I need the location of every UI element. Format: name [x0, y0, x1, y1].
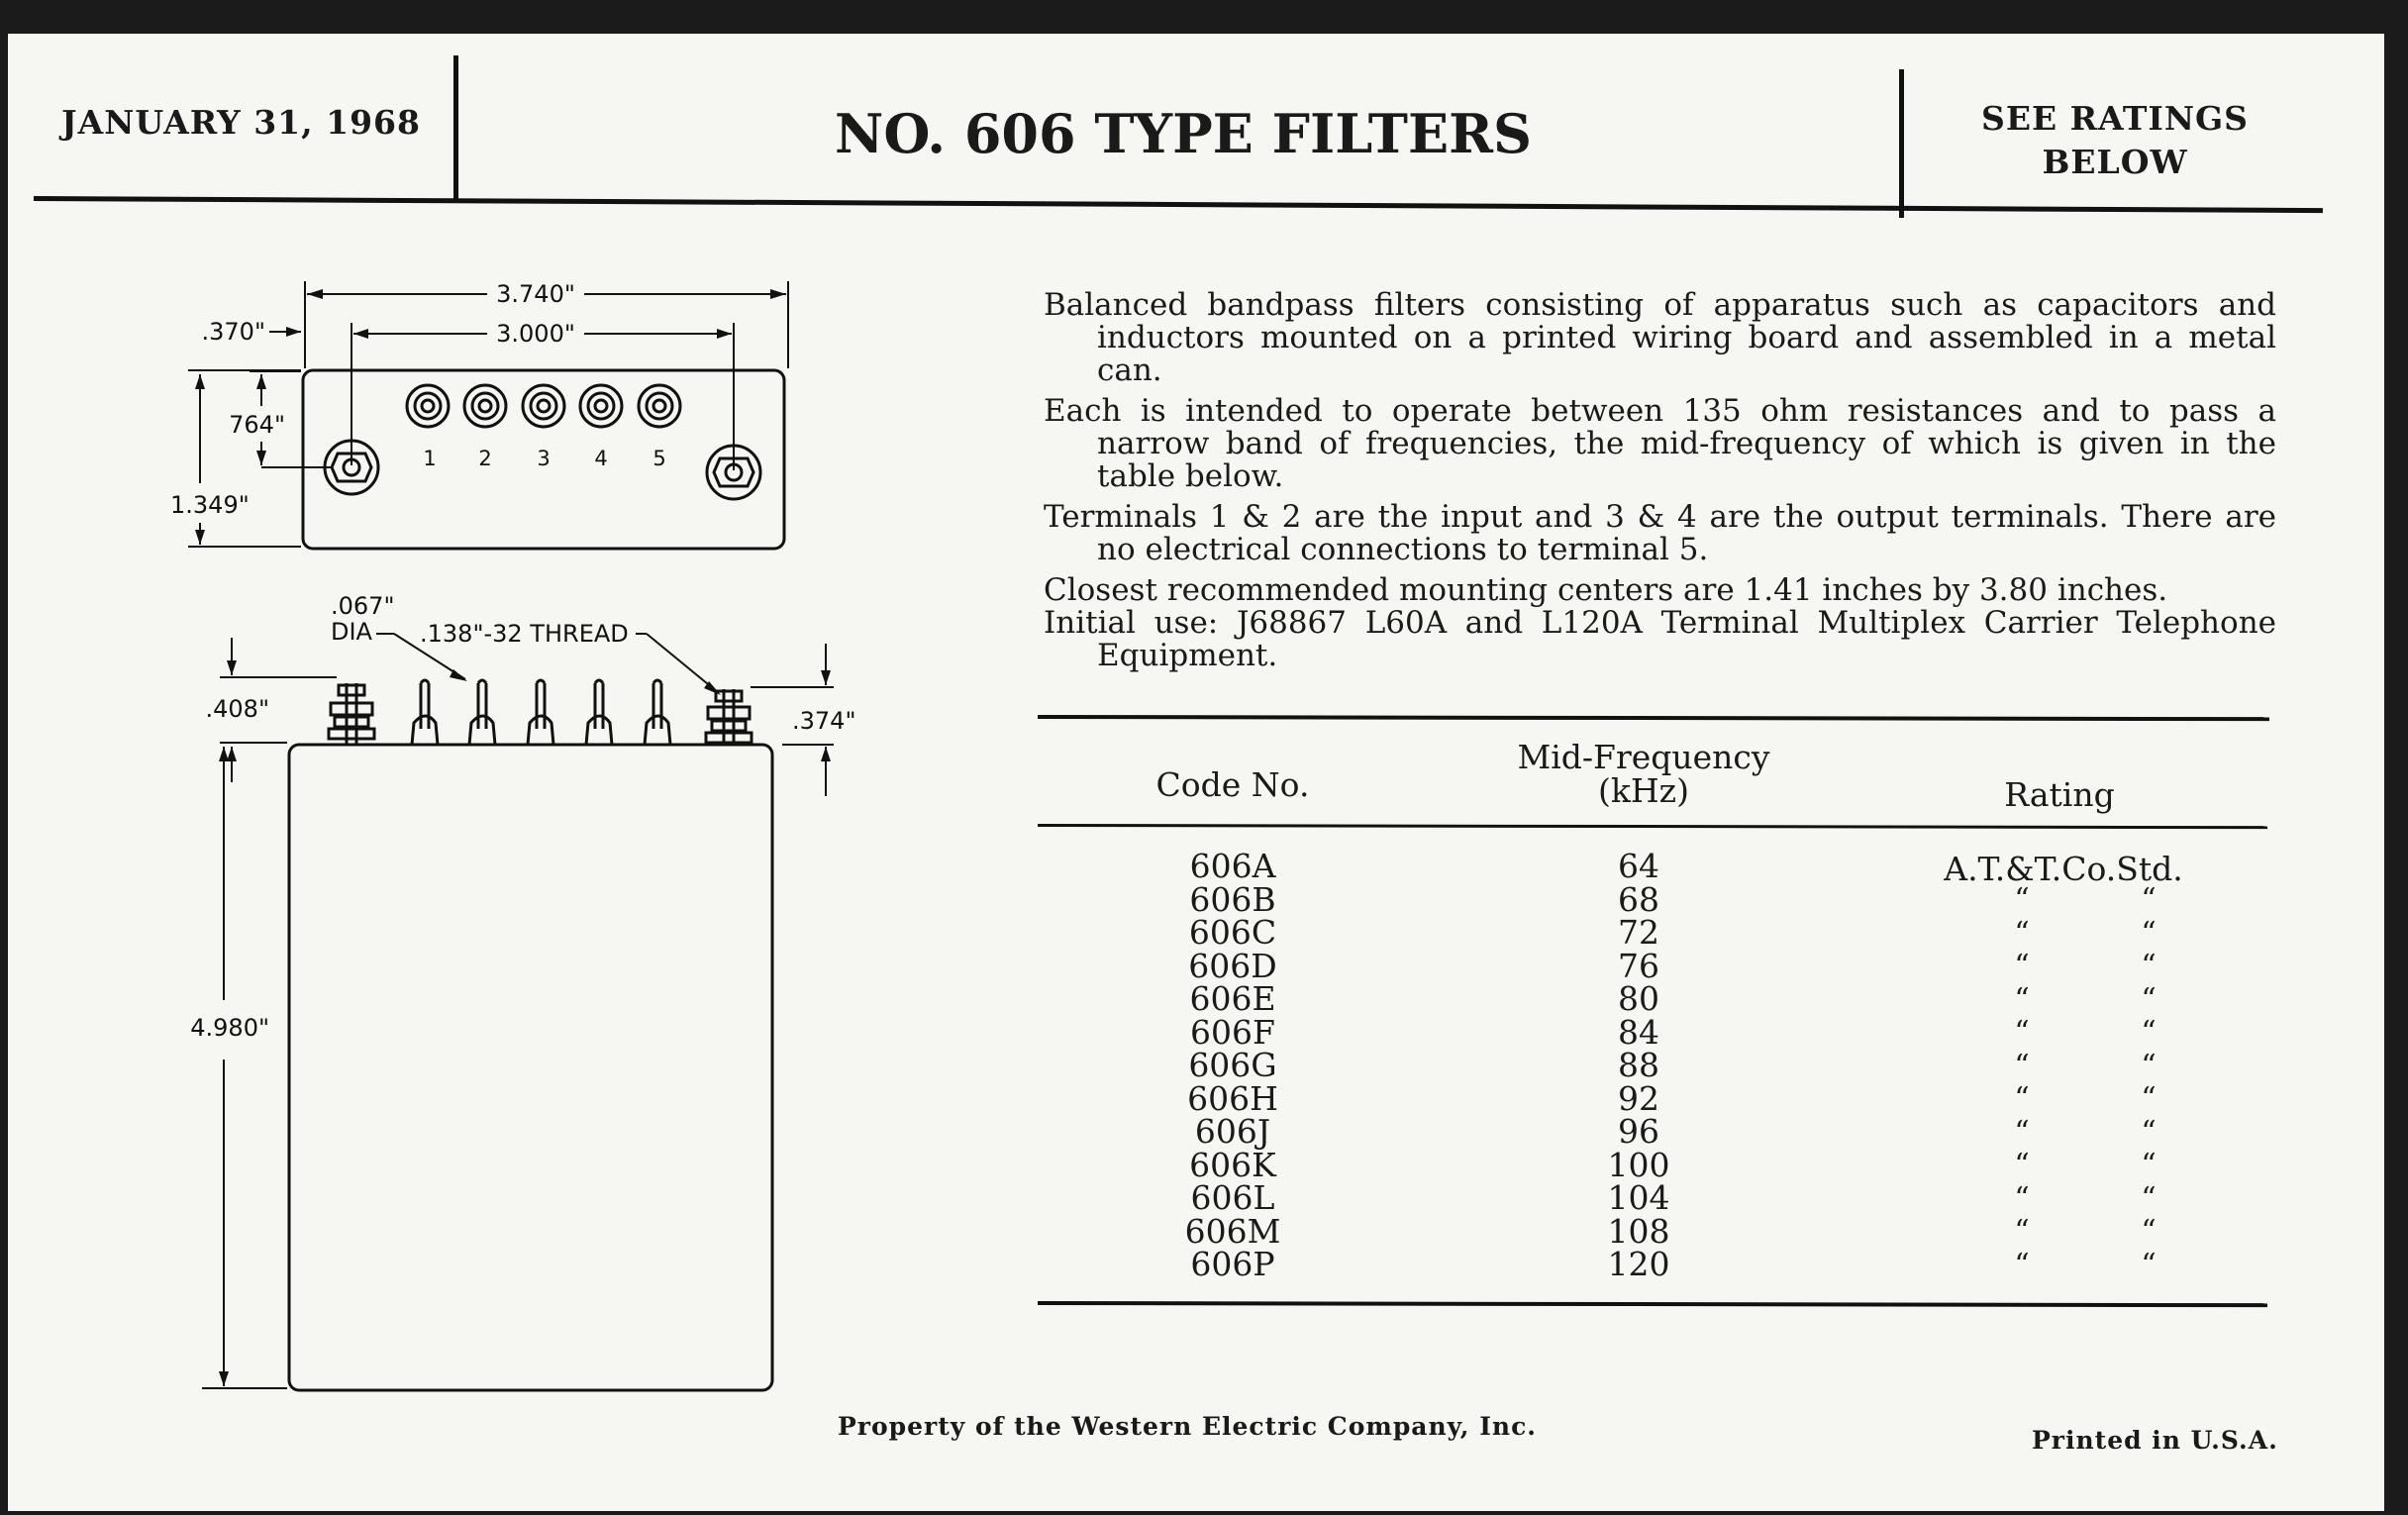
- table-row-freq: 92: [1618, 1078, 1659, 1118]
- table-row-code: 606L: [1190, 1178, 1275, 1217]
- ditto-mark: “: [2141, 949, 2157, 983]
- ditto-column-right: [2129, 883, 2168, 1281]
- table-row-freq: 64: [1618, 847, 1659, 885]
- ditto-mark: “: [2014, 1148, 2030, 1182]
- table-row-code: 606K: [1189, 1145, 1276, 1184]
- side-view-can: [289, 745, 772, 1390]
- description-p2: Each is intended to operate between 135 ohm resistances and to pass a narrow band of frequencies, the mid-frequency of which is given in the table below.: [1044, 393, 2276, 494]
- ditto-mark: “: [2141, 1247, 2157, 1282]
- header-rating-note: [1901, 97, 2329, 184]
- freq-column: [1584, 847, 1693, 1283]
- table-row-code: 606F: [1190, 1012, 1275, 1052]
- ditto-mark: “: [2014, 882, 2030, 917]
- dim-hole-dia-label: DIA: [331, 618, 372, 646]
- table-row-code: 606C: [1188, 913, 1277, 952]
- ditto-mark: “: [2014, 1015, 2030, 1050]
- dim-stud-height: .408": [205, 695, 269, 723]
- description-p5: Initial use: J68867 L60A and L120A Terminal Multiplex Carrier Telephone Equipment.: [1044, 605, 2276, 673]
- ditto-mark: “: [2014, 1114, 2030, 1150]
- dim-can-height: 4.980": [190, 1014, 269, 1042]
- ditto-mark: “: [2014, 1214, 2030, 1249]
- table-row-freq: 120: [1607, 1245, 1670, 1283]
- terminal-label-4: 4: [594, 447, 608, 470]
- table-row-freq: 72: [1618, 913, 1659, 952]
- description-p4: Closest recommended mounting centers are 1.41 inches by 3.80 inches.: [1044, 572, 2168, 608]
- terminal-3-top: [523, 385, 564, 427]
- ditto-mark: “: [2141, 1114, 2157, 1150]
- table-row-code: 606E: [1189, 979, 1276, 1018]
- table-header-freq: [1485, 738, 1802, 810]
- header-rating-line2: BELOW: [2042, 143, 2188, 181]
- code-column: [1139, 847, 1327, 1283]
- footer-printed: Printed in U.S.A.: [2032, 1426, 2278, 1455]
- table-row-code: 606G: [1188, 1046, 1277, 1084]
- dim-overall-width: 3.740": [496, 280, 575, 308]
- ditto-mark: “: [2141, 1048, 2157, 1083]
- header-rating-line1: SEE RATINGS: [1980, 99, 2250, 138]
- terminal-label-3: 3: [537, 447, 551, 470]
- ditto-mark: “: [2014, 1048, 2030, 1083]
- table-header-code: Code No.: [1155, 765, 1310, 804]
- ditto-column-left: [2002, 883, 2042, 1281]
- ditto-mark: “: [2141, 1148, 2157, 1182]
- dim-terminal-height: .374": [792, 707, 856, 735]
- table-row-code: 606M: [1184, 1211, 1281, 1251]
- right-threaded-stud: [706, 689, 752, 745]
- description-p1: Balanced bandpass filters consisting of apparatus such as capacitors and inductors mounted on a printed wiring board and assembled in a metal can.: [1044, 287, 2276, 388]
- table-row-freq: 96: [1618, 1112, 1659, 1151]
- ditto-mark: “: [2014, 1247, 2030, 1282]
- filter-outline-drawing: [0, 0, 990, 1436]
- table-row-code: 606H: [1187, 1078, 1278, 1118]
- ditto-mark: “: [2141, 915, 2157, 951]
- table-row-freq: 68: [1618, 879, 1659, 919]
- terminal-5-top: [639, 385, 680, 427]
- terminal-4-side: [586, 680, 612, 745]
- ditto-mark: “: [2014, 1180, 2030, 1216]
- dim-terminal-offset: 764": [229, 411, 285, 439]
- table-row-freq: 108: [1607, 1211, 1670, 1251]
- terminal-1-top: [407, 385, 449, 427]
- table-row-freq: 100: [1607, 1145, 1670, 1184]
- terminal-1-side: [412, 680, 438, 745]
- table-row-freq: 88: [1618, 1046, 1659, 1084]
- table-header-freq-line1: Mid-Frequency: [1517, 738, 1770, 776]
- table-header-rating: Rating: [2004, 775, 2115, 814]
- table-row-freq: 80: [1618, 979, 1659, 1018]
- table-row-code: 606D: [1188, 946, 1277, 985]
- terminal-2-side: [469, 680, 495, 745]
- dim-thread: .138"-32 THREAD: [420, 620, 629, 648]
- dim-overall-depth: 1.349": [170, 491, 250, 519]
- ditto-mark: “: [2014, 1081, 2030, 1116]
- table-row-code: 606P: [1190, 1245, 1275, 1283]
- table-row-code: 606B: [1189, 879, 1276, 919]
- page-title: NO. 606 TYPE FILTERS: [834, 102, 1533, 165]
- ditto-mark: “: [2014, 981, 2030, 1017]
- description: [1044, 289, 2276, 680]
- ditto-mark: “: [2141, 1180, 2157, 1216]
- footer-property: Property of the Western Electric Company, Inc.: [838, 1412, 1538, 1441]
- ditto-mark: “: [2014, 915, 2030, 951]
- dim-mount-spacing: 3.000": [496, 320, 575, 348]
- dim-hole-dia-value: .067": [331, 592, 395, 620]
- terminal-5-side: [645, 680, 670, 745]
- ditto-mark: “: [2141, 1214, 2157, 1249]
- table-row-freq: 104: [1607, 1178, 1670, 1217]
- sheet-date: JANUARY 31, 1968: [61, 103, 421, 142]
- terminal-label-5: 5: [652, 447, 666, 470]
- rating-standard: A.T.&T.Co.Std.: [1944, 850, 2183, 888]
- ditto-mark: “: [2014, 949, 2030, 983]
- left-threaded-stud: [329, 683, 374, 745]
- terminal-label-2: 2: [478, 447, 492, 470]
- description-p3: Terminals 1 & 2 are the input and 3 & 4 are the output terminals. There are no electrical connections to terminal 5.: [1044, 499, 2276, 567]
- terminal-label-1: 1: [423, 447, 437, 470]
- ditto-mark: “: [2141, 1081, 2157, 1116]
- table-row-code: 606J: [1194, 1112, 1271, 1151]
- terminal-3-side: [528, 680, 553, 745]
- table-row-code: 606A: [1189, 847, 1276, 885]
- ditto-mark: “: [2141, 981, 2157, 1017]
- ditto-mark: “: [2141, 882, 2157, 917]
- terminal-2-top: [464, 385, 506, 427]
- table-header-freq-line2: (kHz): [1598, 771, 1689, 810]
- dim-edge-offset: .370": [201, 318, 265, 346]
- terminal-4-top: [580, 385, 622, 427]
- table-row-freq: 84: [1618, 1012, 1659, 1052]
- ditto-mark: “: [2141, 1015, 2157, 1050]
- table-row-freq: 76: [1618, 946, 1659, 985]
